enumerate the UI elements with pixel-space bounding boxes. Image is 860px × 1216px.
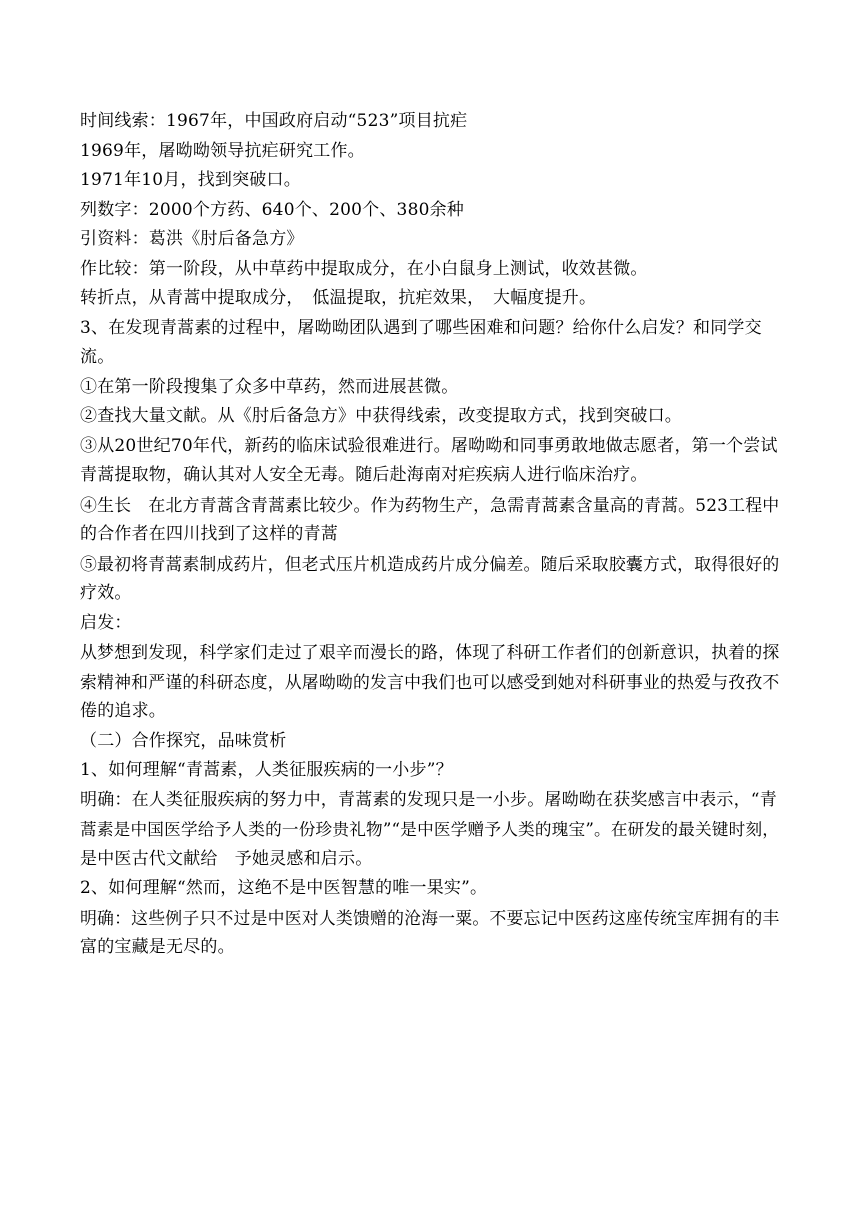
- inspiration-line-2: 索精神和严谨的科研态度，从屠呦呦的发言中我们也可以感受到她对科研事业的热爱与孜孜不: [80, 671, 780, 692]
- answer-1-line-1: 明确：在人类征服疾病的努力中，青蒿素的发现只是一小步。屠呦呦在获奖感言中表示，“青: [80, 789, 777, 810]
- question-1: 1、如何理解“青蒿素，人类征服疾病的一小步”？: [80, 760, 453, 780]
- point-5-line-1: ⑤最初将青蒿素制成药片，但老式压片机造成药片成分偏差。随后采取胶囊方式，取得很好的: [80, 553, 780, 574]
- section-heading-2: （二）合作探究，品味赏析: [80, 730, 287, 751]
- point-4-line-1: ④生长 在北方青蒿含青蒿素比较少。作为药物生产，急需青蒿素含量高的青蒿。523工程中: [80, 494, 780, 515]
- text-line-numbers: 列数字：2000个方药、640个、200个、380余种: [80, 199, 465, 220]
- question-3-line-2: 流。: [80, 347, 115, 367]
- text-line-turning-point: 转折点，从青蒿中提取成分， 低温提取，抗疟效果， 大幅度提升。: [80, 288, 597, 308]
- text-line-timeline: 时间线索：1967年，中国政府启动“523”项目抗疟: [80, 111, 468, 131]
- point-3-line-2: 青蒿提取物，确认其对人安全无毒。随后赴海南对疟疾病人进行临床治疗。: [80, 465, 648, 485]
- inspiration-line-3: 倦的追求。: [80, 701, 166, 721]
- inspiration-line-1: 从梦想到发现，科学家们走过了艰辛而漫长的路，体现了科研工作者们的创新意识，执着的探: [80, 642, 780, 662]
- inspiration-heading: 启发：: [80, 612, 132, 633]
- text-line-citation: 引资料：葛洪《肘后备急方》: [80, 229, 304, 249]
- point-3-line-1: ③从20世纪70年代，新药的临床试验很难进行。屠呦呦和同事勇敢地做志愿者，第一个尝试: [80, 435, 778, 456]
- answer-1-line-2: 蒿素是中国医学给予人类的一份珍贵礼物”“是中医学赠予人类的瑰宝”。在研发的最关键时刻，: [80, 820, 780, 839]
- answer-2-line-2: 富的宝藏是无尽的。: [80, 937, 235, 957]
- question-3-line-1: 3、在发现青蒿素的过程中，屠呦呦团队遇到了哪些困难和问题？给你什么启发？和同学交: [80, 317, 762, 338]
- answer-1-line-3: 是中医古代文献给 予她灵感和启示。: [80, 848, 373, 869]
- text-line-1971: 1971年10月，找到突破口。: [80, 170, 301, 190]
- point-5-line-2: 疗效。: [80, 583, 132, 603]
- text-line-comparison: 作比较：第一阶段，从中草药中提取成分，在小白鼠身上测试，收效甚微。: [80, 258, 648, 279]
- point-1: ①在第一阶段搜集了众多中草药，然而进展甚微。: [80, 376, 459, 397]
- point-4-line-2: 的合作者在四川找到了这样的青蒿: [80, 524, 338, 544]
- question-2: 2、如何理解“然而，这绝不是中医智慧的唯一果实”。: [80, 878, 488, 898]
- answer-2-line-1: 明确：这些例子只不过是中医对人类馈赠的沧海一粟。不要忘记中医药这座传统宝库拥有的丰: [80, 907, 780, 928]
- text-line-1969: 1969年，屠呦呦领导抗疟研究工作。: [80, 140, 365, 161]
- document-body: [80, 107, 780, 963]
- point-2: ②查找大量文献。从《肘后备急方》中获得线索，改变提取方式，找到突破口。: [80, 406, 682, 426]
